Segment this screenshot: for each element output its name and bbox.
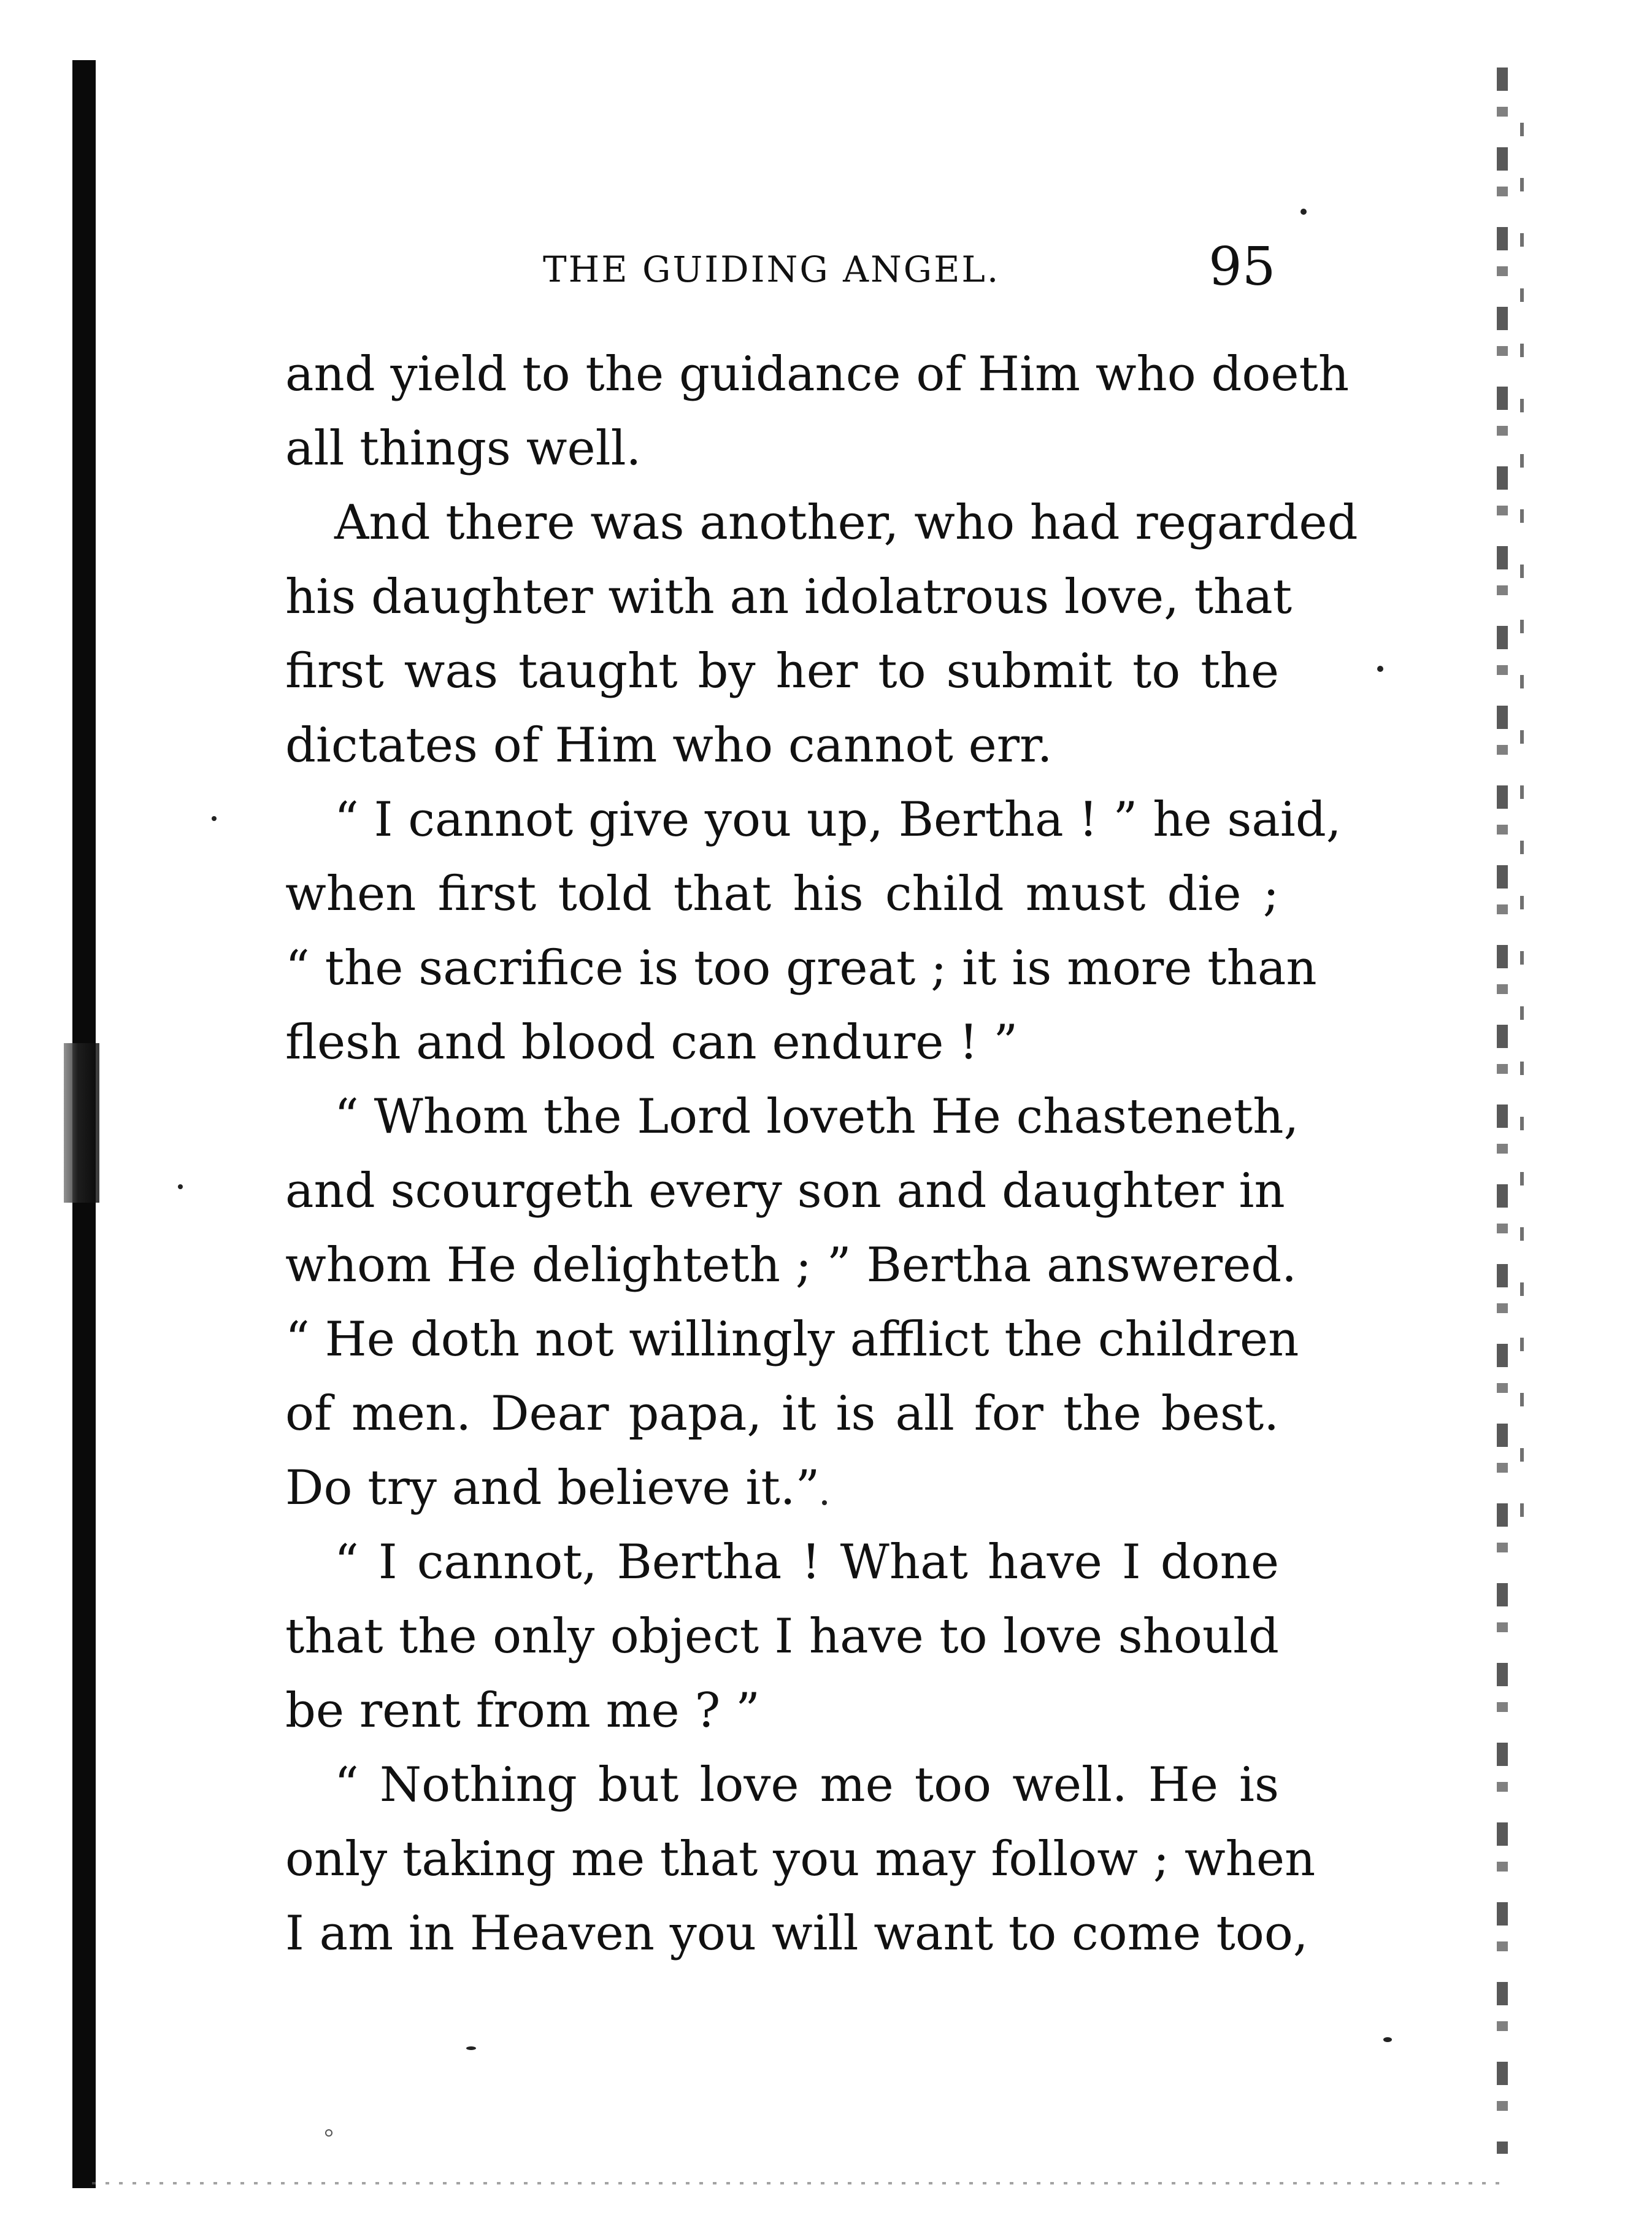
right-page-edge-speckle bbox=[1520, 123, 1524, 1534]
text-line: and scourgeth every son and daughter in bbox=[285, 1163, 1285, 1219]
text-line: “ I cannot, Bertha ! What have I done bbox=[334, 1535, 1279, 1590]
text-line: “ Nothing but love me too well. He is bbox=[334, 1757, 1279, 1813]
page-number: 95 bbox=[1208, 236, 1276, 298]
text-line: “ Whom the Lord loveth He chasteneth, bbox=[334, 1089, 1299, 1144]
text-line: “ I cannot give you up, Bertha ! ” he said, bbox=[334, 792, 1342, 847]
scan-speck bbox=[212, 816, 217, 821]
scan-speck bbox=[466, 2046, 476, 2050]
text-line: be rent from me ? ” bbox=[285, 1683, 760, 1738]
page-header bbox=[285, 236, 1304, 304]
scan-speck bbox=[1377, 666, 1383, 672]
text-line: dictates of Him who cannot err. bbox=[285, 718, 1053, 773]
right-page-edge-artifact bbox=[1497, 67, 1508, 2154]
text-line: only taking me that you may follow ; when bbox=[285, 1832, 1316, 1887]
scan-speck bbox=[1300, 209, 1307, 215]
text-line: that the only object I have to love should bbox=[285, 1609, 1279, 1664]
text-line: “ the sacrifice is too great ; it is more than bbox=[285, 941, 1317, 996]
scan-speck bbox=[178, 1184, 183, 1189]
text-line: And there was another, who had regarded bbox=[334, 495, 1358, 550]
text-line: of men. Dear papa, it is all for the best. bbox=[285, 1386, 1279, 1441]
text-line: whom He delighteth ; ” Bertha answered. bbox=[285, 1238, 1297, 1293]
text-line: I am in Heaven you will want to come too, bbox=[285, 1906, 1308, 1961]
text-line: flesh and blood can endure ! ” bbox=[285, 1015, 1018, 1070]
text-line: “ He doth not willingly afflict the children bbox=[285, 1312, 1299, 1367]
scan-speck bbox=[325, 2129, 332, 2137]
text-line: first was taught by her to submit to the bbox=[285, 644, 1279, 699]
text-line: his daughter with an idolatrous love, that bbox=[285, 569, 1293, 625]
text-line: when first told that his child must die ; bbox=[285, 866, 1279, 922]
bottom-edge-speckle bbox=[92, 2182, 1503, 2184]
body-text bbox=[285, 337, 1358, 1971]
text-line: and yield to the guidance of Him who doeth bbox=[285, 347, 1350, 402]
text-line: Do try and believe it.” bbox=[285, 1460, 820, 1516]
scan-speck bbox=[1383, 2037, 1392, 2042]
text-line: all things well. bbox=[285, 421, 642, 476]
running-title: THE GUIDING ANGEL. bbox=[543, 249, 1001, 290]
gutter-smudge bbox=[64, 1043, 99, 1203]
